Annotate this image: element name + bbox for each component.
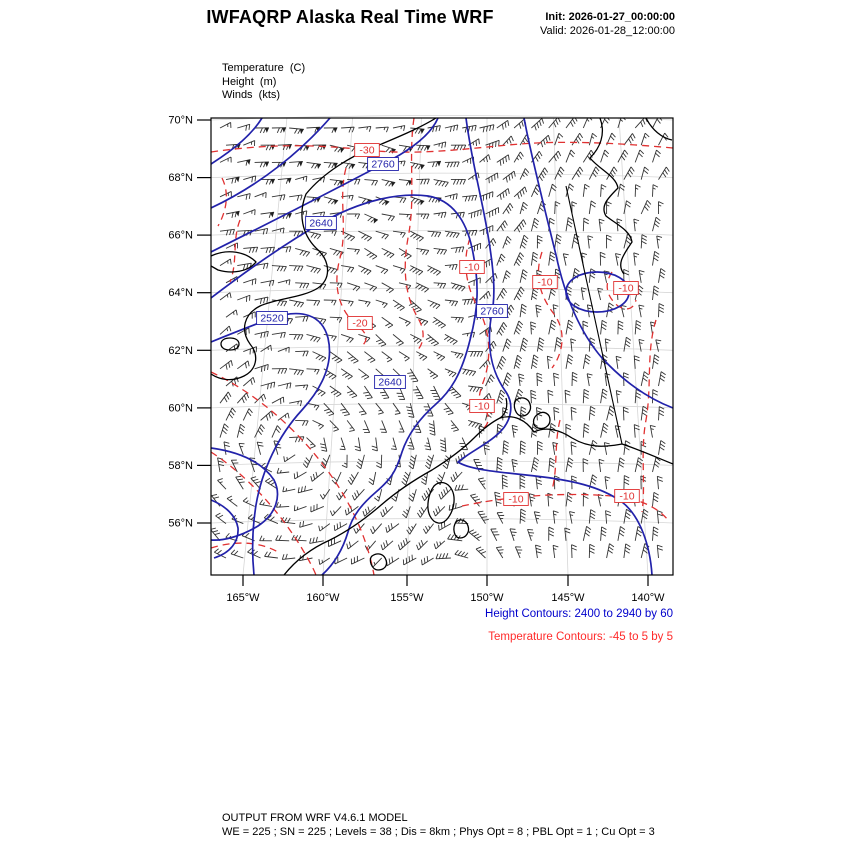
svg-text:-10: -10 (537, 276, 553, 289)
svg-text:160°W: 160°W (306, 592, 340, 604)
valid-time: Valid: 2026-01-28_12:00:00 (540, 25, 675, 37)
svg-text:150°W: 150°W (470, 592, 504, 604)
svg-text:56°N: 56°N (168, 517, 193, 530)
svg-text:2640: 2640 (378, 376, 402, 389)
longitude-axis (226, 575, 665, 604)
svg-text:70°N: 70°N (168, 114, 193, 127)
contour-notes (485, 603, 673, 649)
latitude-axis (168, 115, 211, 530)
svg-text:2520: 2520 (260, 312, 284, 325)
svg-text:-10: -10 (619, 490, 635, 503)
svg-text:165°W: 165°W (226, 592, 260, 604)
svg-text:62°N: 62°N (168, 344, 193, 357)
svg-text:145°W: 145°W (551, 592, 585, 604)
svg-text:-10: -10 (464, 261, 480, 274)
svg-text:2760: 2760 (371, 158, 395, 171)
height-contour-note: Height Contours: 2400 to 2940 by 60 (485, 608, 673, 620)
svg-text:140°W: 140°W (631, 592, 665, 604)
legend-winds: Winds (kts) (222, 89, 281, 101)
model-version-line: OUTPUT FROM WRF V4.6.1 MODEL (222, 812, 408, 824)
svg-text:-20: -20 (352, 317, 368, 330)
svg-text:155°W: 155°W (390, 592, 424, 604)
svg-text:2640: 2640 (309, 217, 333, 230)
svg-text:58°N: 58°N (168, 459, 193, 472)
svg-text:64°N: 64°N (168, 287, 193, 300)
init-time: Init: 2026-01-27_00:00:00 (545, 11, 675, 23)
svg-text:66°N: 66°N (168, 229, 193, 242)
svg-text:68°N: 68°N (168, 172, 193, 185)
svg-text:60°N: 60°N (168, 402, 193, 415)
legend-temperature: Temperature (C) (222, 62, 306, 74)
svg-text:2760: 2760 (480, 305, 504, 318)
svg-text:-10: -10 (474, 400, 490, 413)
svg-text:-10: -10 (508, 493, 524, 506)
model-config-line: WE = 225 ; SN = 225 ; Levels = 38 ; Dis = 8km ; Phys Opt = 8 ; PBL Opt = 1 ; Cu Opt = 3 (222, 825, 655, 838)
svg-text:-10: -10 (618, 282, 634, 295)
svg-text:-30: -30 (359, 144, 375, 157)
model-footer (222, 812, 655, 839)
page-title: IWFAQRP Alaska Real Time WRF (206, 7, 494, 27)
wind-barb-field (211, 116, 670, 567)
temperature-contour-note: Temperature Contours: -45 to 5 by 5 (488, 631, 673, 643)
legend-height: Height (m) (222, 75, 277, 88)
